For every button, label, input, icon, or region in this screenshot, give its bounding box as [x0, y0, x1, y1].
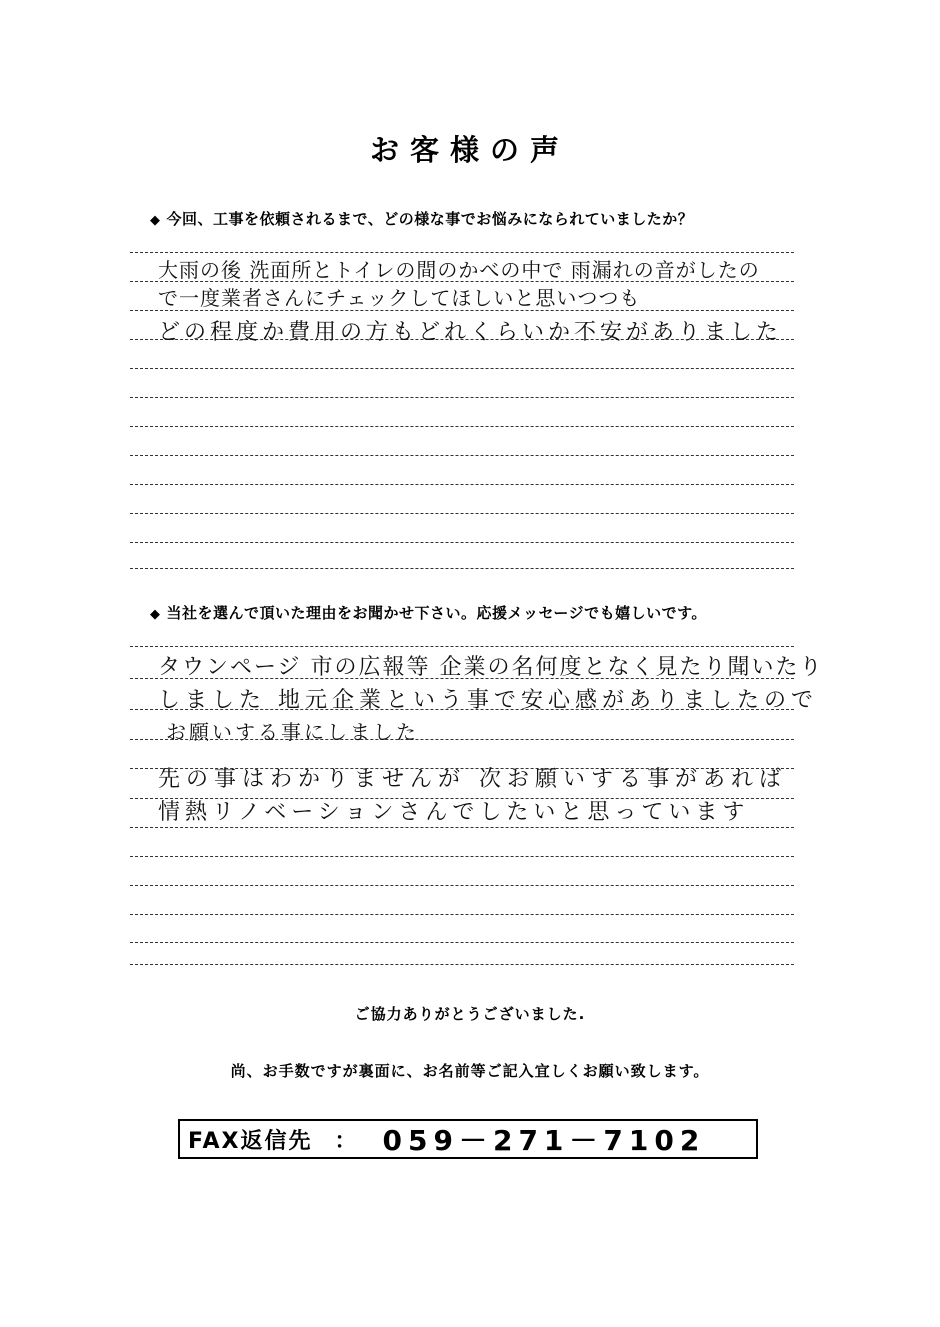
thanks-message: ご協力ありがとうございました. — [354, 1005, 586, 1023]
ruled-line — [130, 484, 794, 485]
ruled-line — [130, 856, 794, 857]
fax-box — [178, 1119, 758, 1159]
answer-2-line-2: しました 地元企業という事で安心感がありましたので — [158, 688, 818, 713]
ruled-line — [130, 885, 794, 886]
ruled-line — [130, 646, 794, 647]
answer-2-line-3: お願いする事にしました — [166, 720, 419, 744]
page-title: お客様の声 — [369, 133, 570, 167]
ruled-line — [130, 426, 794, 427]
ruled-line — [130, 964, 794, 965]
fax-label: FAX返信先 — [188, 1128, 313, 1154]
diamond-bullet-icon: ◆ — [150, 607, 161, 622]
fax-number: 059－271－7102 — [382, 1124, 706, 1157]
answer-1-line-1: 大雨の後 洗面所とトイレの間のかべの中で 雨漏れの音がしたので一度業者さんにチェックしてほしいと思いつつも — [158, 258, 760, 310]
ruled-line — [130, 942, 794, 943]
answer-1-line-2: どの程度か費用の方もどれくらいか不安がありました — [158, 320, 783, 345]
request-message: 尚、お手数ですが裏面に、お名前等ご記入宜しくお願い致します。 — [230, 1062, 710, 1080]
question-2 — [150, 602, 707, 623]
answer-2-line-4: 先の事はわかりませんが 次お願いする事があれば — [158, 767, 787, 792]
ruled-line — [130, 252, 794, 253]
ruled-line — [130, 914, 794, 915]
answer-2-line-5: 情熱リノベーションさんでしたいと思っています — [158, 800, 750, 825]
diamond-bullet-icon: ◆ — [150, 213, 161, 228]
ruled-line — [130, 542, 794, 543]
ruled-line — [130, 368, 794, 369]
ruled-line — [130, 455, 794, 456]
question-1-text: 今回、工事を依頼されるまで、どの様な事でお悩みになられていましたか？ — [166, 210, 694, 228]
ruled-line — [130, 397, 794, 398]
question-1 — [150, 208, 693, 229]
answer-2-line-1: タウンページ 市の広報等 企業の名何度となく見たり聞いたり — [158, 655, 824, 680]
ruled-line — [130, 568, 794, 569]
ruled-line — [130, 827, 794, 828]
ruled-line — [130, 513, 794, 514]
question-2-text: 当社を選んで頂いた理由をお聞かせ下さい。応援メッセージでも嬉しいです。 — [166, 604, 707, 622]
fax-colon: ： — [334, 1128, 357, 1154]
